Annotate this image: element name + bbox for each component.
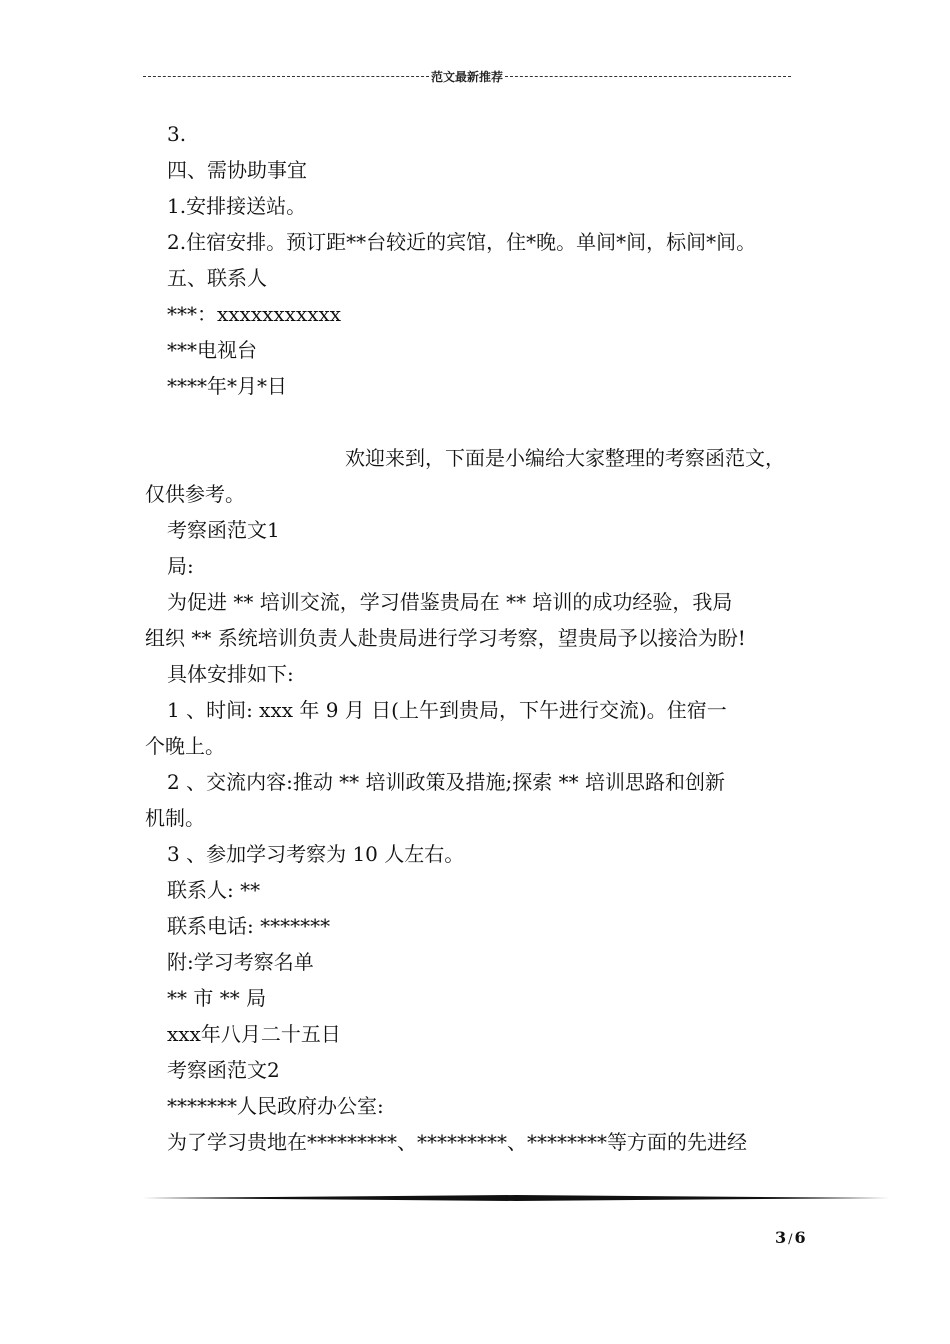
- document-body: [145, 116, 813, 1160]
- section-heading: 五、联系人: [167, 266, 267, 290]
- list-item: 2 、交流内容:推动 ** 培训政策及措施;探索 ** 培训思路和创新: [167, 770, 725, 794]
- current-page: 3: [775, 1228, 787, 1247]
- sample-title: 考察函范文1: [167, 518, 280, 542]
- page-separator: /: [788, 1232, 793, 1247]
- contact-person: 联系人: **: [167, 878, 261, 902]
- body-text: 为了学习贵地在*********、*********、********等方面的先进经: [167, 1130, 747, 1154]
- intro-text: 仅供参考。: [145, 482, 245, 506]
- total-pages: 6: [794, 1228, 806, 1247]
- signature-date: xxx年八月二十五日: [167, 1022, 341, 1046]
- contact-phone: 联系电话: *******: [167, 914, 331, 938]
- list-item: 机制。: [145, 806, 205, 830]
- signature-org: ** 市 ** 局: [167, 986, 267, 1010]
- text-line: ****年*月*日: [167, 374, 287, 398]
- sample-title: 考察函范文2: [167, 1058, 280, 1082]
- text-line: 3.: [167, 122, 187, 146]
- intro-text: 欢迎来到，下面是小编给大家整理的考察函范文，: [345, 446, 785, 470]
- text-line: ***电视台: [167, 338, 257, 362]
- section-heading: 四、需协助事宜: [167, 158, 307, 182]
- addressee: 局:: [167, 554, 194, 578]
- spacer: [145, 404, 813, 440]
- text-line: ***：xxxxxxxxxxx: [167, 302, 342, 326]
- header-title: 范文最新推荐: [431, 69, 504, 84]
- text-line: 2.住宿安排。预订距**台较近的宾馆，住*晚。单间*间，标间*间。: [167, 230, 757, 254]
- body-text: 为促进 ** 培训交流，学习借鉴贵局在 ** 培训的成功经验，我局: [167, 590, 733, 614]
- header-dash-right: [505, 76, 791, 77]
- attachment-note: 附:学习考察名单: [167, 950, 314, 974]
- text-line: 1.安排接送站。: [167, 194, 307, 218]
- addressee: *******人民政府办公室:: [167, 1094, 384, 1118]
- text-line: 具体安排如下:: [167, 662, 294, 686]
- list-item: 3 、参加学习考察为 10 人左右。: [167, 842, 465, 866]
- page-header: [143, 68, 791, 84]
- list-item: 个晚上。: [145, 734, 225, 758]
- body-text: 组织 ** 系统培训负责人赴贵局进行学习考察，望贵局予以接洽为盼!: [145, 626, 746, 650]
- page-number: [775, 1228, 806, 1247]
- list-item: 1 、时间: xxx 年 9 月 日(上午到贵局，下午进行交流)。住宿一: [167, 698, 727, 722]
- header-dash-left: [143, 76, 429, 77]
- footer-divider: [143, 1195, 889, 1201]
